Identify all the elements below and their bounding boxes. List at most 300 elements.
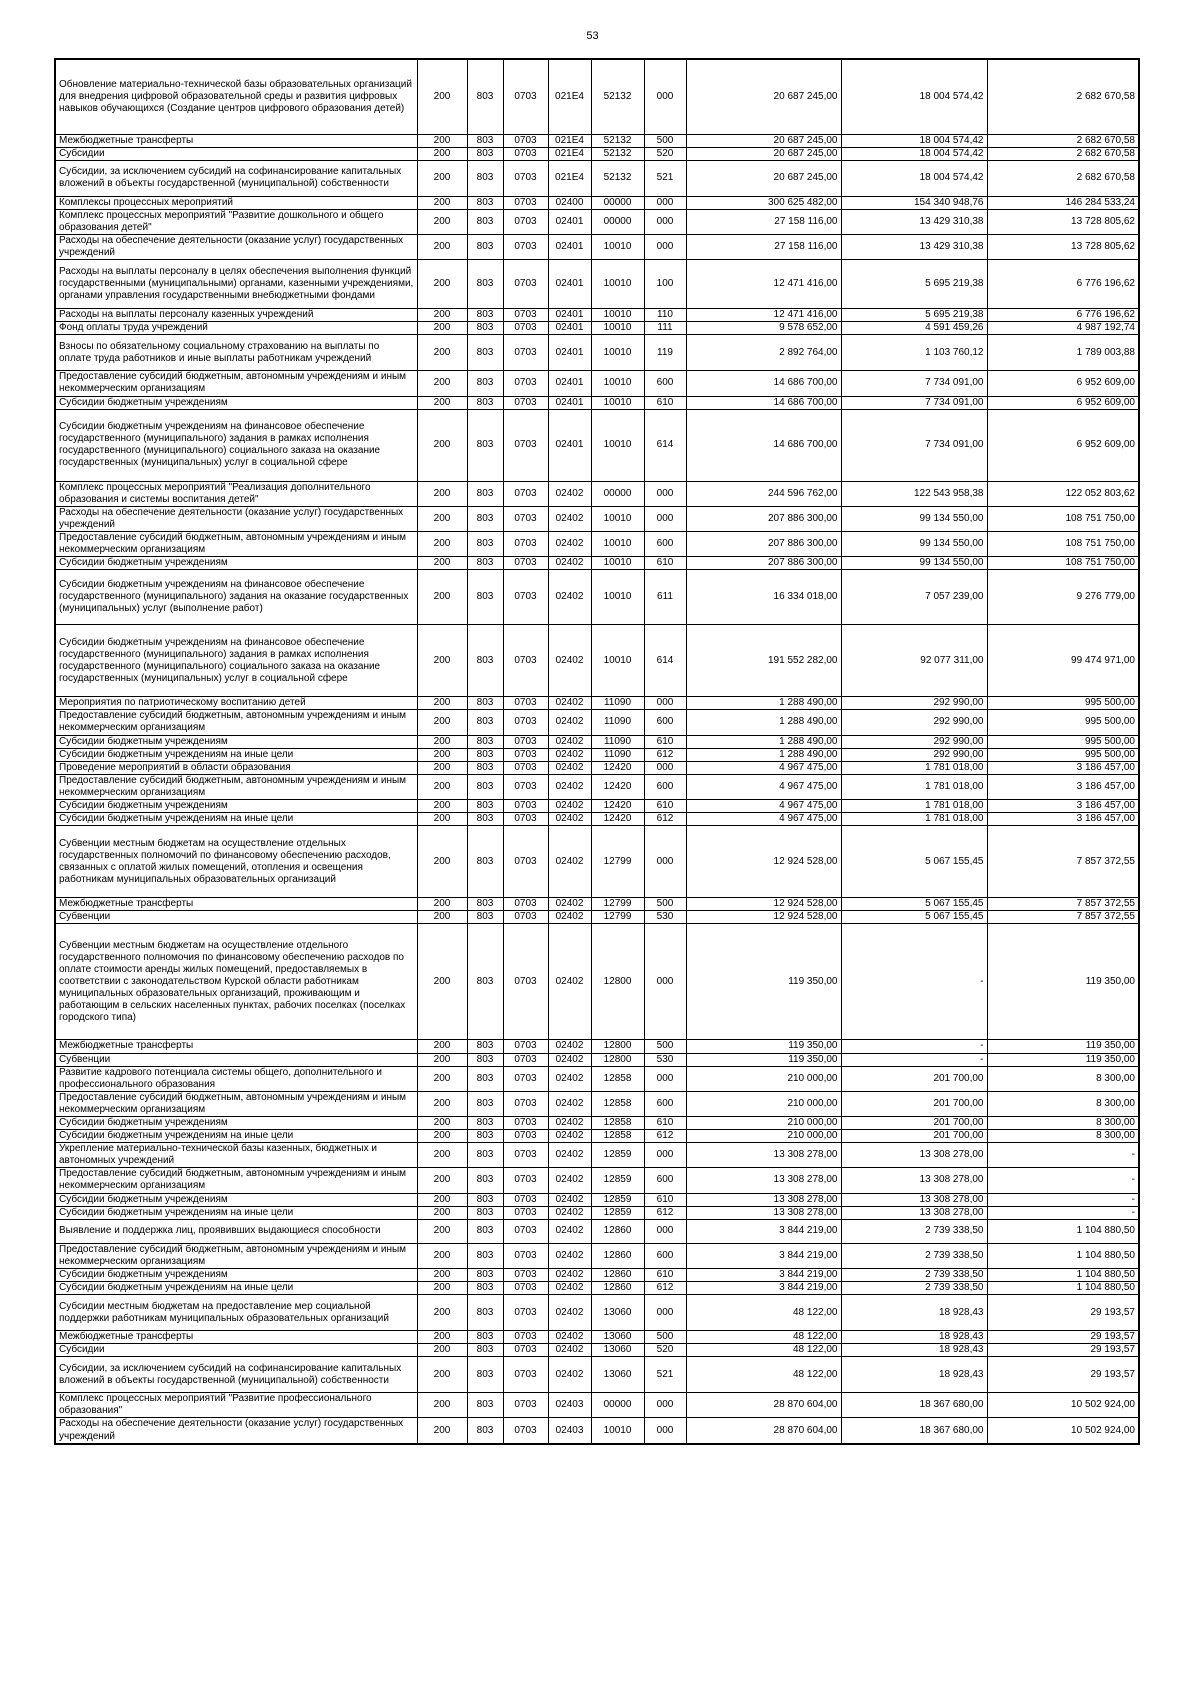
value-remaining: 3 186 457,00 xyxy=(987,774,1139,799)
table-row xyxy=(55,532,1139,557)
table-row xyxy=(55,1295,1139,1331)
code-chapter: 803 xyxy=(467,1418,503,1444)
value-planned: 119 350,00 xyxy=(686,1053,841,1066)
value-executed: 292 990,00 xyxy=(841,748,987,761)
code-chapter: 803 xyxy=(467,1130,503,1143)
code-expense-type: 500 xyxy=(644,134,686,147)
code-program: 02402 xyxy=(548,826,591,898)
code-expense-type: 100 xyxy=(644,260,686,309)
code-program: 02402 xyxy=(548,1091,591,1116)
code-chapter: 803 xyxy=(467,735,503,748)
code-program: 02402 xyxy=(548,1143,591,1168)
code-expense-type: 610 xyxy=(644,396,686,409)
code-chapter: 803 xyxy=(467,1143,503,1168)
row-name: Мероприятия по патриотическому воспитанию детей xyxy=(55,697,417,710)
code-program: 02402 xyxy=(548,697,591,710)
table-row xyxy=(55,1219,1139,1243)
code-program: 02402 xyxy=(548,710,591,735)
value-planned: 2 892 764,00 xyxy=(686,335,841,371)
code-chapter: 803 xyxy=(467,1282,503,1295)
code-direction: 12858 xyxy=(591,1091,644,1116)
code-admin: 200 xyxy=(417,1130,467,1143)
row-name: Расходы на выплаты персоналу казенных учреждений xyxy=(55,309,417,322)
code-direction: 12800 xyxy=(591,1040,644,1053)
code-chapter: 803 xyxy=(467,260,503,309)
code-expense-type: 500 xyxy=(644,1331,686,1344)
value-planned: 13 308 278,00 xyxy=(686,1193,841,1206)
row-name: Субвенции xyxy=(55,911,417,924)
code-program: 02402 xyxy=(548,1268,591,1281)
value-planned: 48 122,00 xyxy=(686,1357,841,1393)
code-section: 0703 xyxy=(503,532,548,557)
value-remaining: - xyxy=(987,1193,1139,1206)
code-admin: 200 xyxy=(417,800,467,813)
code-admin: 200 xyxy=(417,761,467,774)
value-executed: 5 067 155,45 xyxy=(841,898,987,911)
code-expense-type: 600 xyxy=(644,1091,686,1116)
code-program: 02402 xyxy=(548,1053,591,1066)
code-chapter: 803 xyxy=(467,1206,503,1219)
code-section: 0703 xyxy=(503,570,548,625)
value-executed: 4 591 459,26 xyxy=(841,322,987,335)
code-expense-type: 521 xyxy=(644,1357,686,1393)
value-remaining: 1 104 880,50 xyxy=(987,1219,1139,1243)
row-name: Субсидии бюджетным учреждениям на иные цели xyxy=(55,1282,417,1295)
value-remaining: 119 350,00 xyxy=(987,1053,1139,1066)
code-direction: 12859 xyxy=(591,1206,644,1219)
table-row xyxy=(55,409,1139,481)
row-name: Межбюджетные трансферты xyxy=(55,898,417,911)
code-expense-type: 611 xyxy=(644,570,686,625)
value-planned: 207 886 300,00 xyxy=(686,532,841,557)
value-remaining: 6 952 609,00 xyxy=(987,409,1139,481)
table-row xyxy=(55,898,1139,911)
code-program: 02402 xyxy=(548,1040,591,1053)
table-row xyxy=(55,1168,1139,1193)
code-section: 0703 xyxy=(503,1219,548,1243)
code-chapter: 803 xyxy=(467,774,503,799)
value-executed: 1 103 760,12 xyxy=(841,335,987,371)
code-chapter: 803 xyxy=(467,506,503,531)
code-direction: 10010 xyxy=(591,625,644,697)
table-row xyxy=(55,625,1139,697)
code-chapter: 803 xyxy=(467,1295,503,1331)
table-row xyxy=(55,1282,1139,1295)
code-program: 02401 xyxy=(548,409,591,481)
code-admin: 200 xyxy=(417,1418,467,1444)
code-program: 02403 xyxy=(548,1418,591,1444)
value-remaining: 2 682 670,58 xyxy=(987,160,1139,196)
code-direction: 10010 xyxy=(591,506,644,531)
code-chapter: 803 xyxy=(467,898,503,911)
value-planned: 28 870 604,00 xyxy=(686,1418,841,1444)
code-admin: 200 xyxy=(417,147,467,160)
value-executed: 18 928,43 xyxy=(841,1331,987,1344)
value-remaining: - xyxy=(987,1143,1139,1168)
code-direction: 13060 xyxy=(591,1295,644,1331)
code-section: 0703 xyxy=(503,371,548,396)
value-planned: 9 578 652,00 xyxy=(686,322,841,335)
code-direction: 12420 xyxy=(591,813,644,826)
code-chapter: 803 xyxy=(467,557,503,570)
code-expense-type: 000 xyxy=(644,697,686,710)
code-program: 02402 xyxy=(548,1331,591,1344)
code-chapter: 803 xyxy=(467,761,503,774)
value-remaining: 146 284 533,24 xyxy=(987,196,1139,209)
page-number: 53 xyxy=(586,30,599,42)
value-planned: 20 687 245,00 xyxy=(686,147,841,160)
code-admin: 200 xyxy=(417,409,467,481)
code-direction: 12860 xyxy=(591,1243,644,1268)
code-admin: 200 xyxy=(417,898,467,911)
code-program: 02402 xyxy=(548,1193,591,1206)
code-expense-type: 000 xyxy=(644,924,686,1040)
code-section: 0703 xyxy=(503,1143,548,1168)
value-remaining: 2 682 670,58 xyxy=(987,134,1139,147)
code-program: 02402 xyxy=(548,761,591,774)
code-chapter: 803 xyxy=(467,625,503,697)
row-name: Субсидии бюджетным учреждениям на иные цели xyxy=(55,813,417,826)
code-chapter: 803 xyxy=(467,800,503,813)
code-admin: 200 xyxy=(417,309,467,322)
code-admin: 200 xyxy=(417,234,467,259)
code-expense-type: 610 xyxy=(644,1116,686,1129)
value-remaining: 8 300,00 xyxy=(987,1066,1139,1091)
code-chapter: 803 xyxy=(467,1243,503,1268)
value-planned: 1 288 490,00 xyxy=(686,748,841,761)
table-row xyxy=(55,1393,1139,1418)
value-remaining: 108 751 750,00 xyxy=(987,557,1139,570)
code-chapter: 803 xyxy=(467,134,503,147)
value-remaining: 99 474 971,00 xyxy=(987,625,1139,697)
code-chapter: 803 xyxy=(467,409,503,481)
value-remaining: 4 987 192,74 xyxy=(987,322,1139,335)
table-row xyxy=(55,570,1139,625)
value-remaining: 108 751 750,00 xyxy=(987,532,1139,557)
code-program: 02402 xyxy=(548,924,591,1040)
code-chapter: 803 xyxy=(467,396,503,409)
value-planned: 12 924 528,00 xyxy=(686,911,841,924)
row-name: Расходы на обеспечение деятельности (оказание услуг) государственных учреждений xyxy=(55,506,417,531)
code-admin: 200 xyxy=(417,396,467,409)
code-expense-type: 000 xyxy=(644,1066,686,1091)
code-admin: 200 xyxy=(417,1116,467,1129)
table-row xyxy=(55,1091,1139,1116)
value-planned: 14 686 700,00 xyxy=(686,409,841,481)
code-program: 02402 xyxy=(548,1243,591,1268)
value-executed: 99 134 550,00 xyxy=(841,532,987,557)
value-remaining: 2 682 670,58 xyxy=(987,147,1139,160)
code-chapter: 803 xyxy=(467,309,503,322)
value-planned: 1 288 490,00 xyxy=(686,697,841,710)
table-row xyxy=(55,1418,1139,1444)
code-expense-type: 530 xyxy=(644,911,686,924)
value-remaining: 29 193,57 xyxy=(987,1331,1139,1344)
code-chapter: 803 xyxy=(467,748,503,761)
table-row xyxy=(55,1357,1139,1393)
row-name: Субсидии бюджетным учреждениям xyxy=(55,557,417,570)
value-executed: 13 429 310,38 xyxy=(841,234,987,259)
value-planned: 20 687 245,00 xyxy=(686,59,841,134)
code-section: 0703 xyxy=(503,506,548,531)
row-name: Субсидии местным бюджетам на предоставление мер социальной поддержки работникам муниципальных образовательных организаций xyxy=(55,1295,417,1331)
row-name: Межбюджетные трансферты xyxy=(55,134,417,147)
code-admin: 200 xyxy=(417,196,467,209)
code-section: 0703 xyxy=(503,1116,548,1129)
row-name: Субсидии бюджетным учреждениям xyxy=(55,1193,417,1206)
code-chapter: 803 xyxy=(467,1053,503,1066)
value-executed: 18 004 574,42 xyxy=(841,134,987,147)
value-executed: 18 928,43 xyxy=(841,1357,987,1393)
table-row xyxy=(55,1130,1139,1143)
value-planned: 3 844 219,00 xyxy=(686,1243,841,1268)
value-remaining: - xyxy=(987,1206,1139,1219)
value-executed: 7 057 239,00 xyxy=(841,570,987,625)
value-remaining: 995 500,00 xyxy=(987,697,1139,710)
code-direction: 00000 xyxy=(591,196,644,209)
code-direction: 10010 xyxy=(591,322,644,335)
value-executed: 18 928,43 xyxy=(841,1295,987,1331)
code-direction: 11090 xyxy=(591,748,644,761)
code-direction: 00000 xyxy=(591,1393,644,1418)
code-expense-type: 521 xyxy=(644,160,686,196)
row-name: Субсидии бюджетным учреждениям на иные цели xyxy=(55,1130,417,1143)
code-direction: 12420 xyxy=(591,800,644,813)
code-expense-type: 000 xyxy=(644,59,686,134)
value-remaining: 1 104 880,50 xyxy=(987,1268,1139,1281)
row-name: Субсидии, за исключением субсидий на софинансирование капитальных вложений в объекты государственной (муниципальной) собственности xyxy=(55,160,417,196)
code-section: 0703 xyxy=(503,1344,548,1357)
code-section: 0703 xyxy=(503,1243,548,1268)
code-program: 02401 xyxy=(548,396,591,409)
table-row xyxy=(55,59,1139,134)
code-direction: 52132 xyxy=(591,160,644,196)
code-expense-type: 000 xyxy=(644,1418,686,1444)
code-admin: 200 xyxy=(417,1168,467,1193)
code-section: 0703 xyxy=(503,335,548,371)
table-row xyxy=(55,134,1139,147)
table-row xyxy=(55,371,1139,396)
value-executed: 7 734 091,00 xyxy=(841,396,987,409)
code-direction: 13060 xyxy=(591,1357,644,1393)
value-remaining: 8 300,00 xyxy=(987,1091,1139,1116)
value-planned: 4 967 475,00 xyxy=(686,774,841,799)
code-direction: 11090 xyxy=(591,735,644,748)
row-name: Предоставление субсидий бюджетным, автономным учреждениям и иным некоммерческим организациям xyxy=(55,1168,417,1193)
value-remaining: 7 857 372,55 xyxy=(987,898,1139,911)
code-direction: 10010 xyxy=(591,1418,644,1444)
table-row xyxy=(55,1193,1139,1206)
value-planned: 119 350,00 xyxy=(686,924,841,1040)
code-admin: 200 xyxy=(417,1295,467,1331)
code-chapter: 803 xyxy=(467,322,503,335)
row-name: Проведение мероприятий в области образования xyxy=(55,761,417,774)
value-remaining: 119 350,00 xyxy=(987,1040,1139,1053)
code-direction: 10010 xyxy=(591,309,644,322)
value-planned: 48 122,00 xyxy=(686,1295,841,1331)
table-row xyxy=(55,774,1139,799)
code-chapter: 803 xyxy=(467,710,503,735)
code-chapter: 803 xyxy=(467,911,503,924)
code-admin: 200 xyxy=(417,1206,467,1219)
row-name: Межбюджетные трансферты xyxy=(55,1040,417,1053)
value-planned: 13 308 278,00 xyxy=(686,1206,841,1219)
code-section: 0703 xyxy=(503,322,548,335)
code-admin: 200 xyxy=(417,1040,467,1053)
table-row xyxy=(55,260,1139,309)
row-name: Субсидии бюджетным учреждениям на иные цели xyxy=(55,748,417,761)
value-planned: 210 000,00 xyxy=(686,1116,841,1129)
table-row xyxy=(55,160,1139,196)
code-direction: 12799 xyxy=(591,911,644,924)
value-planned: 12 471 416,00 xyxy=(686,260,841,309)
code-expense-type: 000 xyxy=(644,1219,686,1243)
code-chapter: 803 xyxy=(467,532,503,557)
code-chapter: 803 xyxy=(467,1193,503,1206)
code-expense-type: 612 xyxy=(644,1282,686,1295)
code-admin: 200 xyxy=(417,774,467,799)
row-name: Комплекс процессных мероприятий "Развитие профессионального образования" xyxy=(55,1393,417,1418)
code-section: 0703 xyxy=(503,481,548,506)
code-chapter: 803 xyxy=(467,1066,503,1091)
table-row xyxy=(55,309,1139,322)
value-remaining: 10 502 924,00 xyxy=(987,1393,1139,1418)
row-name: Расходы на выплаты персоналу в целях обеспечения выполнения функций государственными (муниципальными) органами, казенными учреждениями, органами управления государственными внебюджетными фондами xyxy=(55,260,417,309)
code-admin: 200 xyxy=(417,570,467,625)
code-expense-type: 520 xyxy=(644,1344,686,1357)
value-executed: 18 367 680,00 xyxy=(841,1418,987,1444)
code-direction: 11090 xyxy=(591,710,644,735)
table-row xyxy=(55,1040,1139,1053)
value-planned: 27 158 116,00 xyxy=(686,209,841,234)
code-expense-type: 600 xyxy=(644,371,686,396)
value-remaining: 119 350,00 xyxy=(987,924,1139,1040)
table-row xyxy=(55,196,1139,209)
code-section: 0703 xyxy=(503,1091,548,1116)
code-section: 0703 xyxy=(503,1331,548,1344)
code-section: 0703 xyxy=(503,1418,548,1444)
code-program: 02402 xyxy=(548,481,591,506)
table-row xyxy=(55,761,1139,774)
code-program: 02402 xyxy=(548,1295,591,1331)
code-chapter: 803 xyxy=(467,481,503,506)
code-program: 02402 xyxy=(548,800,591,813)
code-section: 0703 xyxy=(503,557,548,570)
table-row xyxy=(55,396,1139,409)
code-admin: 200 xyxy=(417,1344,467,1357)
value-executed: - xyxy=(841,1053,987,1066)
code-program: 02402 xyxy=(548,1066,591,1091)
code-section: 0703 xyxy=(503,134,548,147)
code-direction: 52132 xyxy=(591,147,644,160)
code-direction: 12858 xyxy=(591,1066,644,1091)
value-remaining: 3 186 457,00 xyxy=(987,761,1139,774)
code-admin: 200 xyxy=(417,911,467,924)
value-planned: 14 686 700,00 xyxy=(686,371,841,396)
code-program: 02402 xyxy=(548,774,591,799)
code-admin: 200 xyxy=(417,1393,467,1418)
row-name: Взносы по обязательному социальному страхованию на выплаты по оплате труда работников и иные выплаты работникам учреждений xyxy=(55,335,417,371)
code-direction: 11090 xyxy=(591,697,644,710)
value-remaining: 8 300,00 xyxy=(987,1116,1139,1129)
code-direction: 52132 xyxy=(591,134,644,147)
code-program: 02402 xyxy=(548,1282,591,1295)
value-executed: 18 004 574,42 xyxy=(841,147,987,160)
code-admin: 200 xyxy=(417,625,467,697)
code-direction: 10010 xyxy=(591,234,644,259)
table-row xyxy=(55,924,1139,1040)
code-program: 02402 xyxy=(548,1206,591,1219)
value-planned: 244 596 762,00 xyxy=(686,481,841,506)
code-chapter: 803 xyxy=(467,570,503,625)
code-section: 0703 xyxy=(503,800,548,813)
code-expense-type: 000 xyxy=(644,506,686,531)
code-admin: 200 xyxy=(417,813,467,826)
value-executed: 7 734 091,00 xyxy=(841,409,987,481)
value-remaining: 9 276 779,00 xyxy=(987,570,1139,625)
value-planned: 3 844 219,00 xyxy=(686,1268,841,1281)
row-name: Обновление материально-технической базы образовательных организаций для внедрения цифровой образовательной среды и развития цифровых навыков обучающихся (Создание центров цифрового образования детей) xyxy=(55,59,417,134)
code-program: 02402 xyxy=(548,1130,591,1143)
value-executed: 5 695 219,38 xyxy=(841,260,987,309)
value-executed: 154 340 948,76 xyxy=(841,196,987,209)
code-program: 02402 xyxy=(548,506,591,531)
code-expense-type: 600 xyxy=(644,1168,686,1193)
value-executed: 13 308 278,00 xyxy=(841,1168,987,1193)
value-planned: 14 686 700,00 xyxy=(686,396,841,409)
table-row xyxy=(55,1344,1139,1357)
code-section: 0703 xyxy=(503,160,548,196)
code-chapter: 803 xyxy=(467,1091,503,1116)
value-executed: 292 990,00 xyxy=(841,735,987,748)
table-row xyxy=(55,911,1139,924)
value-executed: 5 067 155,45 xyxy=(841,826,987,898)
code-program: 02402 xyxy=(548,557,591,570)
code-admin: 200 xyxy=(417,1268,467,1281)
table-row xyxy=(55,813,1139,826)
code-direction: 12420 xyxy=(591,761,644,774)
row-name: Развитие кадрового потенциала системы общего, дополнительного и профессионального образования xyxy=(55,1066,417,1091)
code-expense-type: 000 xyxy=(644,234,686,259)
code-direction: 52132 xyxy=(591,59,644,134)
code-expense-type: 500 xyxy=(644,1040,686,1053)
code-expense-type: 612 xyxy=(644,1130,686,1143)
code-expense-type: 000 xyxy=(644,1295,686,1331)
code-section: 0703 xyxy=(503,826,548,898)
code-chapter: 803 xyxy=(467,59,503,134)
value-planned: 20 687 245,00 xyxy=(686,160,841,196)
code-direction: 12799 xyxy=(591,898,644,911)
code-admin: 200 xyxy=(417,1331,467,1344)
value-planned: 16 334 018,00 xyxy=(686,570,841,625)
value-remaining: 29 193,57 xyxy=(987,1357,1139,1393)
code-program: 02402 xyxy=(548,1357,591,1393)
value-remaining: 6 952 609,00 xyxy=(987,396,1139,409)
code-program: 02400 xyxy=(548,196,591,209)
code-chapter: 803 xyxy=(467,1040,503,1053)
code-section: 0703 xyxy=(503,1130,548,1143)
value-planned: 13 308 278,00 xyxy=(686,1168,841,1193)
code-direction: 10010 xyxy=(591,371,644,396)
row-name: Предоставление субсидий бюджетным, автономным учреждениям и иным некоммерческим организациям xyxy=(55,1091,417,1116)
value-planned: 13 308 278,00 xyxy=(686,1143,841,1168)
value-executed: 1 781 018,00 xyxy=(841,774,987,799)
value-planned: 210 000,00 xyxy=(686,1091,841,1116)
code-admin: 200 xyxy=(417,506,467,531)
code-chapter: 803 xyxy=(467,1268,503,1281)
row-name: Субсидии бюджетным учреждениям xyxy=(55,735,417,748)
code-section: 0703 xyxy=(503,748,548,761)
